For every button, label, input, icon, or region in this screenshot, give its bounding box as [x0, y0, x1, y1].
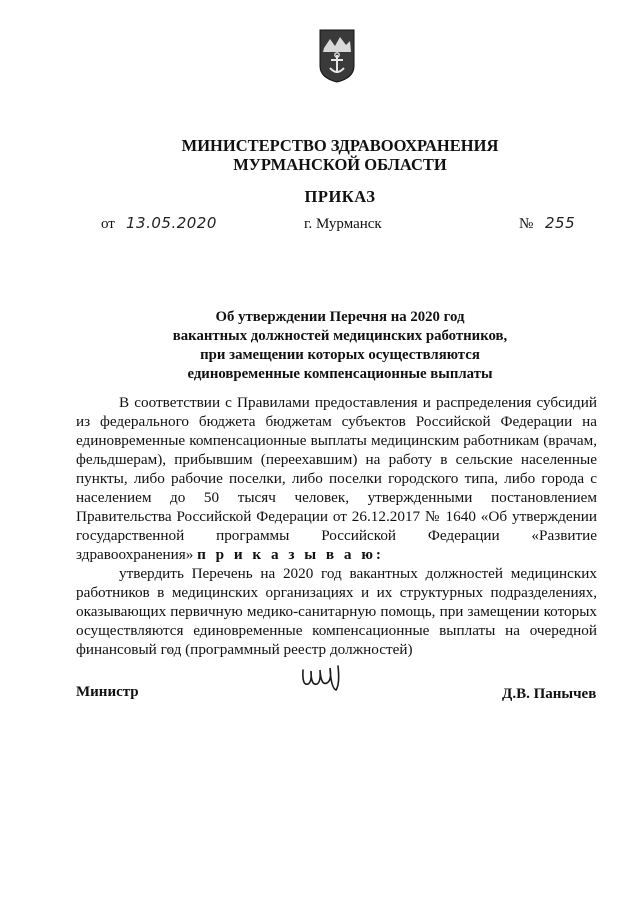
- subject-line1: Об утверждении Перечня на 2020 год: [215, 309, 465, 325]
- ministry-name-line1: МИНИСТЕРСТВО ЗДРАВООХРАНЕНИЯ: [181, 136, 499, 155]
- ministry-name-line2: МУРМАНСКОЙ ОБЛАСТИ: [233, 155, 447, 174]
- body-p2-line4: осуществляются единовременные компенсационные выплаты на очередной: [76, 622, 597, 639]
- subject-line4: единовременные компенсационные выплаты: [187, 366, 493, 382]
- body-p1-line8: государственной программы Российской Федерации «Развитие: [76, 527, 597, 544]
- body-p1-line2: из федерального бюджета бюджетам субъектов Российской Федерации на: [76, 413, 597, 430]
- body-p2-line3: оказывающих первичную медико-санитарную помощь, при замещении которых: [76, 603, 597, 620]
- signer-name: Д.В. Панычев: [502, 686, 597, 702]
- body-p1-line4: фельдшерам), прибывшим (переехавшим) на работу в сельские населенные: [76, 451, 597, 468]
- date-prefix: от: [101, 216, 115, 232]
- body-p1-line6: населением до 50 тысяч человек, утвержденными постановлением: [76, 489, 597, 506]
- order-number: 255: [545, 214, 576, 232]
- signer-title: Министр: [76, 684, 139, 700]
- body-p1-line1: В соответствии с Правилами предоставления и распределения субсидий: [119, 394, 597, 411]
- number-prefix: №: [519, 216, 534, 232]
- body-p2-line5: финансовый год (программный реестр должностей): [76, 641, 413, 658]
- body-p2-line2: работников в медицинских организациях и их структурных подразделениях,: [76, 584, 597, 601]
- body-p1-line5: пункты, либо рабочие поселки, либо поселки городского типа, либо города с: [76, 470, 597, 487]
- document-type-title: ПРИКАЗ: [304, 187, 376, 206]
- body-p1-line9-text: здравоохранения»: [76, 546, 194, 563]
- order-word: п р и к а з ы в а ю:: [197, 546, 384, 563]
- body-p1-line3: единовременные компенсационные выплаты медицинским работникам (врачам,: [76, 432, 597, 449]
- subject-line3: при замещении которых осуществляются: [200, 347, 480, 363]
- coat-of-arms-icon: [318, 28, 356, 84]
- city: г. Мурманск: [304, 216, 382, 232]
- body-p2-line1: утвердить Перечень на 2020 год вакантных должностей медицинских: [119, 565, 597, 582]
- handwritten-signature-icon: [300, 662, 346, 692]
- body-p1-line7: Правительства Российской Федерации от 26.12.2017 № 1640 «Об утверждении: [76, 508, 597, 525]
- scan-speck-icon: [168, 648, 172, 653]
- subject-line2: вакантных должностей медицинских работников,: [172, 328, 508, 344]
- body-p1-line9: [76, 545, 597, 564]
- order-date: 13.05.2020: [126, 214, 217, 232]
